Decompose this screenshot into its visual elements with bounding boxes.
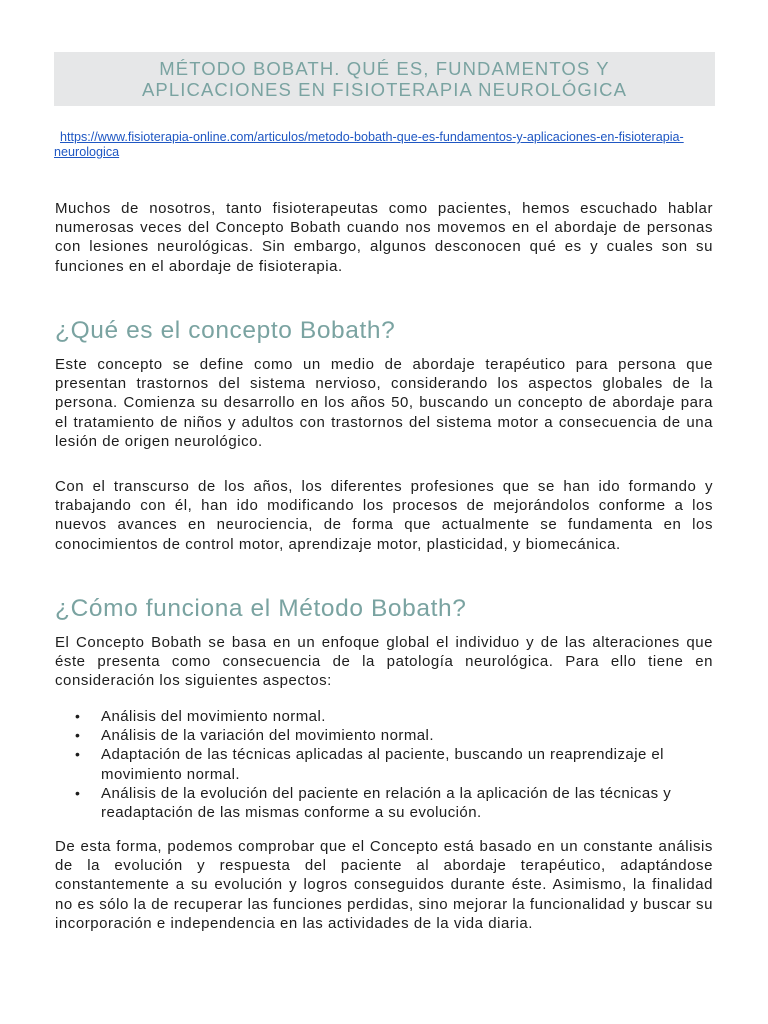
section-heading-que-es: ¿Qué es el concepto Bobath?: [55, 317, 396, 344]
aspects-list: [55, 707, 715, 822]
section2-paragraph-2: De esta forma, podemos comprobar que el Concepto está basado en un constante análisis de la evolución y respuesta del paciente al abordaje terapéutico, adaptándose constantemente a su evolución y logros conseguidos durante éste. Asimismo, la finalidad no es sólo la de recuperar las funciones perdidas, sino mejorar la funcionalidad y buscar su incorporación e independencia en las actividades de la vida diaria.: [55, 838, 713, 932]
section1-paragraph-2: Con el transcurso de los años, los diferentes profesiones que se han ido formando y trabajando con él, han ido modificando los procesos de mejorándolos conforme a los nuevos avances en neurociencia, de forma que actualmente se fundamenta en los conocimientos de control motor, aprendizaje motor, plasticidad, y biomecánica.: [55, 478, 713, 553]
document-title-line-1: MÉTODO BOBATH. QUÉ ES, FUNDAMENTOS Y: [159, 58, 610, 79]
bullet-icon: •: [75, 784, 81, 801]
section1-paragraph-1: Este concepto se define como un medio de abordaje terapéutico para persona que presentan trastornos del sistema nervioso, considerando los aspectos globales de la persona. Comienza su desarrollo en los años 50, buscando un concepto de abordaje para el tratamiento de niños y adultos con trastornos del sistema motor a consecuencia de una lesión de origen neurológico.: [55, 356, 713, 450]
title-banner: [54, 52, 715, 106]
bullet-icon: •: [75, 746, 81, 763]
list-item: • Análisis de la evolución del paciente en relación a la aplicación de las técnicas y readaptación de las mismas conforme a su evolución.: [75, 784, 672, 822]
document-title-line-2: APLICACIONES EN FISIOTERAPIA NEUROLÓGICA: [141, 79, 628, 100]
intro-paragraph: Muchos de nosotros, tanto fisioterapeutas como pacientes, hemos escuchado hablar numerosas veces del Concepto Bobath cuando nos movemos en el abordaje de personas con lesiones neurológicas. Sin embargo, algunos desconocen qué es y cuales son su funciones en el abordaje de fisioterapia.: [55, 200, 713, 275]
list-item: • Adaptación de las técnicas aplicadas al paciente, buscando un reaprendizaje el movimiento normal.: [75, 746, 664, 783]
list-item: • Análisis del movimiento normal.: [75, 708, 326, 725]
bullet-icon: •: [75, 708, 81, 724]
list-item: • Análisis de la variación del movimiento normal.: [75, 727, 434, 745]
source-url-link[interactable]: https://www.fisioterapia-online.com/articulos/metodo-bobath-que-es-fundamentos-y-aplicaciones-en-fisioterapia-neurologica: [54, 130, 684, 159]
section2-paragraph-1: El Concepto Bobath se basa en un enfoque global el individuo y de las alteraciones que éste presenta como consecuencia de la patología neurológica. Para ello tiene en consideración los siguientes aspectos:: [55, 634, 713, 690]
bullet-icon: •: [75, 727, 81, 744]
section-heading-como-funciona: ¿Cómo funciona el Método Bobath?: [55, 595, 467, 622]
